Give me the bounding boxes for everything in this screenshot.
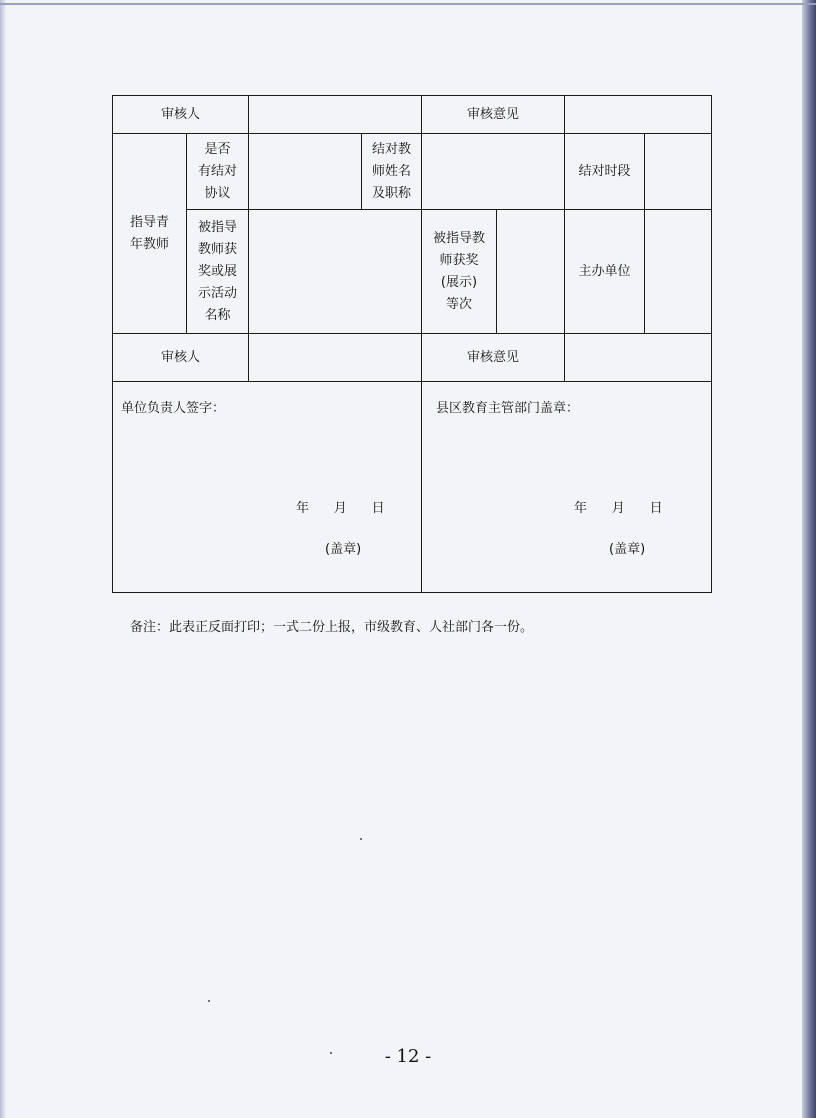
review-opinion-value-cell[interactable] [565,96,712,134]
award-activity-value-cell[interactable] [249,210,422,334]
pairing-period-value-cell[interactable] [645,134,712,210]
county-dept-seal-cell[interactable] [422,382,712,593]
review-opinion-label: 审核意见 [467,106,520,122]
scan-speck [360,838,362,840]
reviewer-value-cell[interactable] [249,334,422,382]
mentor-section-label-line: 年教师 [129,236,169,252]
award-activity-label-cell [187,210,249,334]
reviewer-label: 审核人 [161,349,201,365]
reviewer-row-2 [113,334,712,382]
pairing-agreement-label-cell [187,134,249,210]
award-level-label-line: (展示) [440,274,478,290]
page-number: - 12 - [384,1046,432,1067]
award-level-label-line: 师获奖 [439,252,479,268]
signature-row [113,382,712,593]
reviewer-label-cell [113,334,249,382]
unit-head-sign-cell[interactable] [113,382,422,593]
pairing-period-label: 结对时段 [578,163,631,179]
paired-teacher-label-line: 师姓名 [372,163,412,179]
paired-teacher-label-cell [362,134,422,210]
footnote: 备注：此表正反面打印；一式二份上报，市级教育、人社部门各一份。 [130,620,534,635]
pairing-period-label-cell [565,134,645,210]
reviewer-label-cell [113,96,249,134]
award-level-label-cell [422,210,497,334]
mentor-section-label-cell [113,134,187,334]
review-opinion-value-cell[interactable] [565,334,712,382]
scan-top-line [0,3,816,5]
organizer-value-cell[interactable] [645,210,712,334]
paired-teacher-label-line: 及职称 [372,185,412,201]
pairing-agreement-label-line: 是否 [204,141,231,157]
organizer-label: 主办单位 [578,263,631,279]
reviewer-row-1 [113,96,712,134]
pairing-agreement-label-line: 有结对 [198,163,238,179]
unit-date-label: 年 月 日 [296,501,385,516]
mentor-section-label-line: 指导青 [129,214,169,230]
reviewer-value-cell[interactable] [249,96,422,134]
reviewer-label: 审核人 [161,106,201,122]
review-opinion-label: 审核意见 [467,349,520,365]
organizer-label-cell [565,210,645,334]
award-level-value-cell[interactable] [497,210,565,334]
scan-speck [208,1000,210,1002]
paired-teacher-label-line: 结对教 [372,141,412,157]
award-activity-label-line: 教师获 [198,241,238,257]
pairing-agreement-value-cell[interactable] [249,134,362,210]
award-activity-label-line: 名称 [204,307,231,323]
award-level-label-line: 等次 [446,296,473,312]
county-date-label: 年 月 日 [574,501,663,516]
unit-seal-label: (盖章) [325,542,362,557]
county-seal-label: (盖章) [609,542,646,557]
award-row [113,210,712,334]
award-activity-label-line: 示活动 [198,285,238,301]
scan-edge-right [802,0,816,1118]
award-activity-label-line: 被指导 [198,219,238,235]
paired-teacher-value-cell[interactable] [422,134,565,210]
pairing-agreement-label-line: 协议 [204,185,231,201]
review-opinion-label-cell [422,334,565,382]
award-activity-label-line: 奖或展 [198,263,238,279]
pairing-row [113,134,712,210]
unit-head-sign-label: 单位负责人签字： [121,401,226,416]
county-dept-seal-label: 县区教育主管部门盖章： [436,401,580,416]
award-level-label-line: 被指导教 [433,230,486,246]
review-opinion-label-cell [422,96,565,134]
scan-edge-left [0,0,6,1118]
review-form-table [112,95,712,593]
